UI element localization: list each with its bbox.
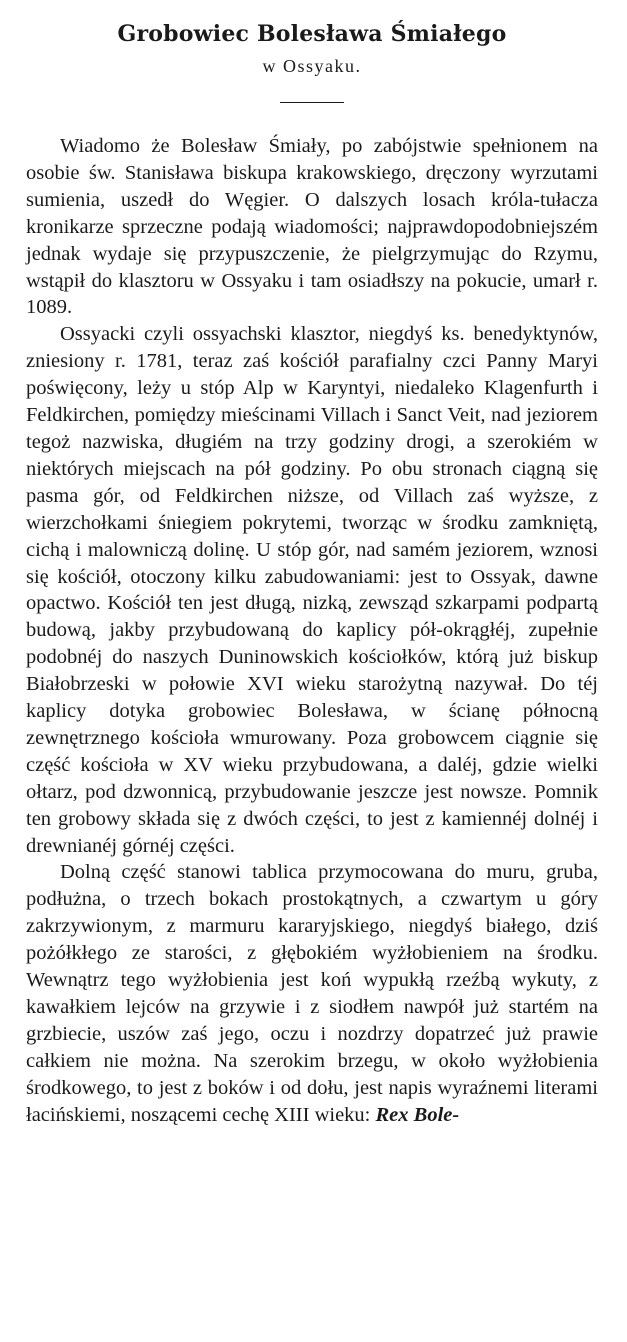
paragraph-1: Wiadomo że Bolesław Śmiały, po zabójstwie spełnionem na osobie św. Stanisława biskupa krakowskiego, dręczony wyrzutami sumienia, uszedł do Węgier. O dalszych losach króla-tułacza kronikarze sprzeczne podają wiadomości; najprawdopodobniejszém jednak wydaje się przypuszczenie, że pielgrzymując do Rzymu, wstąpił do klasztoru w Ossyaku i tam osiadłszy na pokucie, umarł r. 1089. — [26, 135, 598, 319]
paragraph-3-text: Dolną część stanowi tablica przymocowana do muru, gruba, podłużna, o trzech bokach prostokątnych, a czwartym u góry zakrzywionym, z marmuru kararyjskiego, niegdyś białego, dziś pożółkłego ze starości, z głębokiém wyżłobieniem na środku. Wewnątrz tego wyżłobienia jest koń wypukłą rzeźbą wykuty, z kawałkiem lejców na grzywie i z siodłem nawpół już startém na grzbiecie, uszów zaś jego, oczu i nozdrzy dopatrzeć już prawie całkiem nie można. Na szerokim brzegu, w około wyżłobienia środkowego, to jest z boków i od dołu, jest napis wyraźnemi literami łacińskiemi, noszącemi cechę XIII wieku: — [26, 861, 598, 1126]
paragraph-2: Ossyacki czyli ossyachski klasztor, niegdyś ks. benedyktynów, zniesiony r. 1781, teraz zaś kościół parafialny czci Panny Maryi poświęcony, leży u stóp Alp w Karyntyi, niedaleko Klagenfurth i Feldkirchen, pomiędzy mieścinami Villach i Sanct Veit, nad jeziorem tegoż nazwiska, długiém na trzy godziny drogi, a szerokiém w niektórych miejscach na pół godziny. Po obu stronach ciągną się pasma gór, od Feldkirchen niższe, od Villach zaś wyższe, z wierzchołkami śniegiem pokrytemi, tworząc w środku zamkniętą, cichą i malowniczą dolinę. U stóp gór, nad samém jeziorem, wznosi się kościół, otoczony kilku zabudowaniami: jest to Ossyak, dawne opactwo. Kościół ten jest długą, nizką, zewsząd szkarpami podpartą budową, jakby przybudowaną do kaplicy pół-okrągłéj, zupełnie podobnéj do naszych Duninowskich kościołków, którą już biskup Białobrzeski w połowie XVI wieku starożytną nazywał. Do téj kaplicy dotyka grobowiec Bolesława, w ścianę północną zewnętrznego kościoła wmurowany. Poza grobowcem ciągnie się część kościoła w XV wieku przybudowana, a daléj, gdzie wielki ołtarz, pod dzwonnicą, przybudowanie jeszcze jest nowsze. Pomnik ten grobowy składa się z dwóch części, to jest z kamiennéj dolnéj i drewnianéj górnéj części. — [26, 323, 598, 857]
latin-inscription-start: Rex Bole- — [375, 1103, 460, 1126]
title-divider — [280, 102, 344, 103]
paragraph-3 — [26, 859, 598, 1128]
document-page — [26, 20, 598, 1129]
article-subtitle: w Ossyaku. — [262, 56, 362, 76]
article-title: Grobowiec Bolesława Śmiałego — [117, 21, 507, 47]
